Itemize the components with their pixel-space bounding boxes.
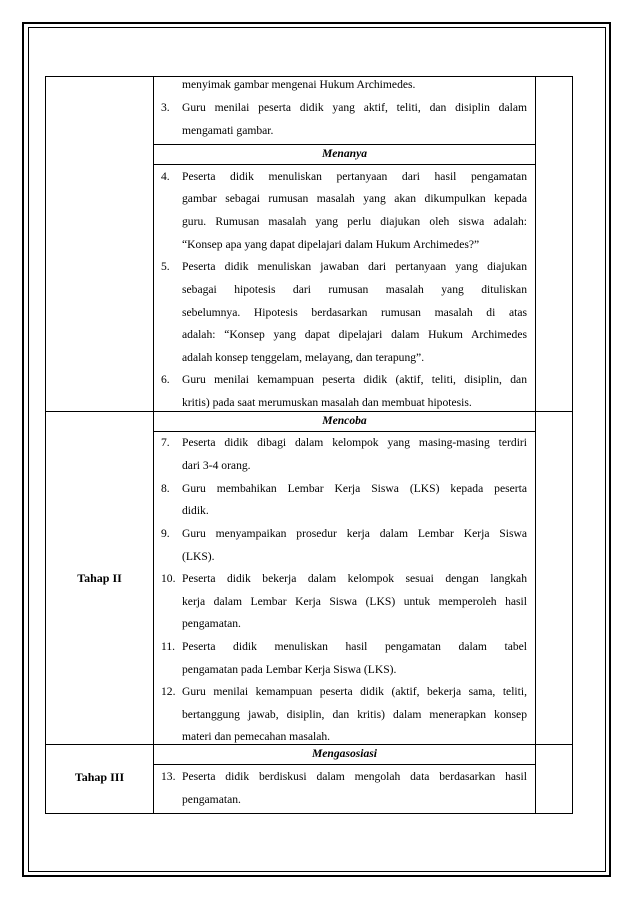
item-text: adalah: “Konsep yang dapat dipelajari dalam Hukum Archimedes [182,328,527,341]
tahap-label: Tahap III [74,770,125,784]
item-text: Peserta didik bekerja dalam kelompok sesuai dengan langkah [182,572,527,585]
item-text: dari 3-4 orang. [182,459,251,472]
col-divider-2 [535,76,536,814]
item-text: materi dan pemecahan masalah. [182,730,331,743]
table-bottom-border [45,813,573,814]
item-text: Peserta didik menuliskan hasil pengamatan dalam tabel [182,640,527,653]
item-text: Guru menilai peserta didik yang aktif, teliti, dan disiplin dalam [182,101,527,114]
table-right-border [572,76,573,814]
row-line [153,764,536,765]
item-number: 4. [161,170,170,183]
section-header-mengasosiasi: Mengasosiasi [311,747,378,760]
tahap-label: Tahap II [77,571,122,585]
item-text: pengamatan. [182,617,241,630]
item-text: Peserta didik dibagi dalam kelompok yang masing-masing terdiri [182,436,527,449]
item-text: Guru menilai kemampuan peserta didik (aktif, teliti, disiplin, dan [182,373,527,386]
item-number: 7. [161,436,170,449]
table-top-border [45,76,573,77]
item-text: bertanggung jawab, disiplin, dan kritis) dalam menerapkan konsep [182,708,527,721]
item-number: 6. [161,373,170,386]
item-text: sebagai hipotesis dari rumusan masalah yang dituliskan [182,283,527,296]
item-text: Peserta didik menuliskan jawaban dari pertanyaan yang diajukan [182,260,527,273]
item-text: gambar sebagai rumusan masalah yang akan dikumpulkan kepada [182,192,527,205]
item-number: 9. [161,527,170,540]
item-text: “Konsep apa yang dapat dipelajari dalam Hukum Archimedes?” [182,238,480,251]
item-text: Peserta didik menuliskan pertanyaan dari hasil pengamatan [182,170,527,183]
item-number: 10. [161,572,176,585]
item-number: 8. [161,482,170,495]
section-header-menanya: Menanya [321,147,368,160]
item-text: Guru menyampaikan prosedur kerja dalam Lembar Kerja Siswa [182,527,527,540]
item-text: pengamatan pada Lembar Kerja Siswa (LKS). [182,663,397,676]
item-text: Peserta didik berdiskusi dalam mengolah data berdasarkan hasil [182,770,527,783]
continuation-text: menyimak gambar mengenai Hukum Archimedes. [182,78,416,91]
item-number: 5. [161,260,170,273]
item-text: (LKS). [182,550,215,563]
item-number: 3. [161,101,170,114]
row-line [153,164,536,165]
item-number: 13. [161,770,176,783]
item-text: kerja dalam Lembar Kerja Siswa (LKS) untuk memperoleh hasil [182,595,527,608]
item-text: Guru menilai kemampuan peserta didik (aktif, bekerja sama, teliti, [182,685,527,698]
item-text: Guru membahikan Lembar Kerja Siswa (LKS) kepada peserta [182,482,527,495]
row-line [45,744,573,745]
table-left-border [45,76,46,814]
section-header-mencoba: Mencoba [322,414,367,427]
item-text: sebelumnya. Hipotesis berdasarkan rumusan masalah di atas [182,306,527,319]
item-text: guru. Rumusan masalah yang perlu diajukan oleh siswa adalah: [182,215,527,228]
item-number: 11. [161,640,176,653]
item-text: pengamatan. [182,793,241,806]
col-divider-1 [153,76,154,814]
row-line [153,144,536,145]
item-text: mengamati gambar. [182,124,274,137]
row-line [45,411,573,412]
item-number: 12. [161,685,176,698]
item-text: didik. [182,504,209,517]
item-text: kritis) pada saat merumuskan masalah dan membuat hipotesis. [182,396,472,409]
row-line [153,431,536,432]
item-text: adalah konsep tenggelam, melayang, dan terapung”. [182,351,425,364]
